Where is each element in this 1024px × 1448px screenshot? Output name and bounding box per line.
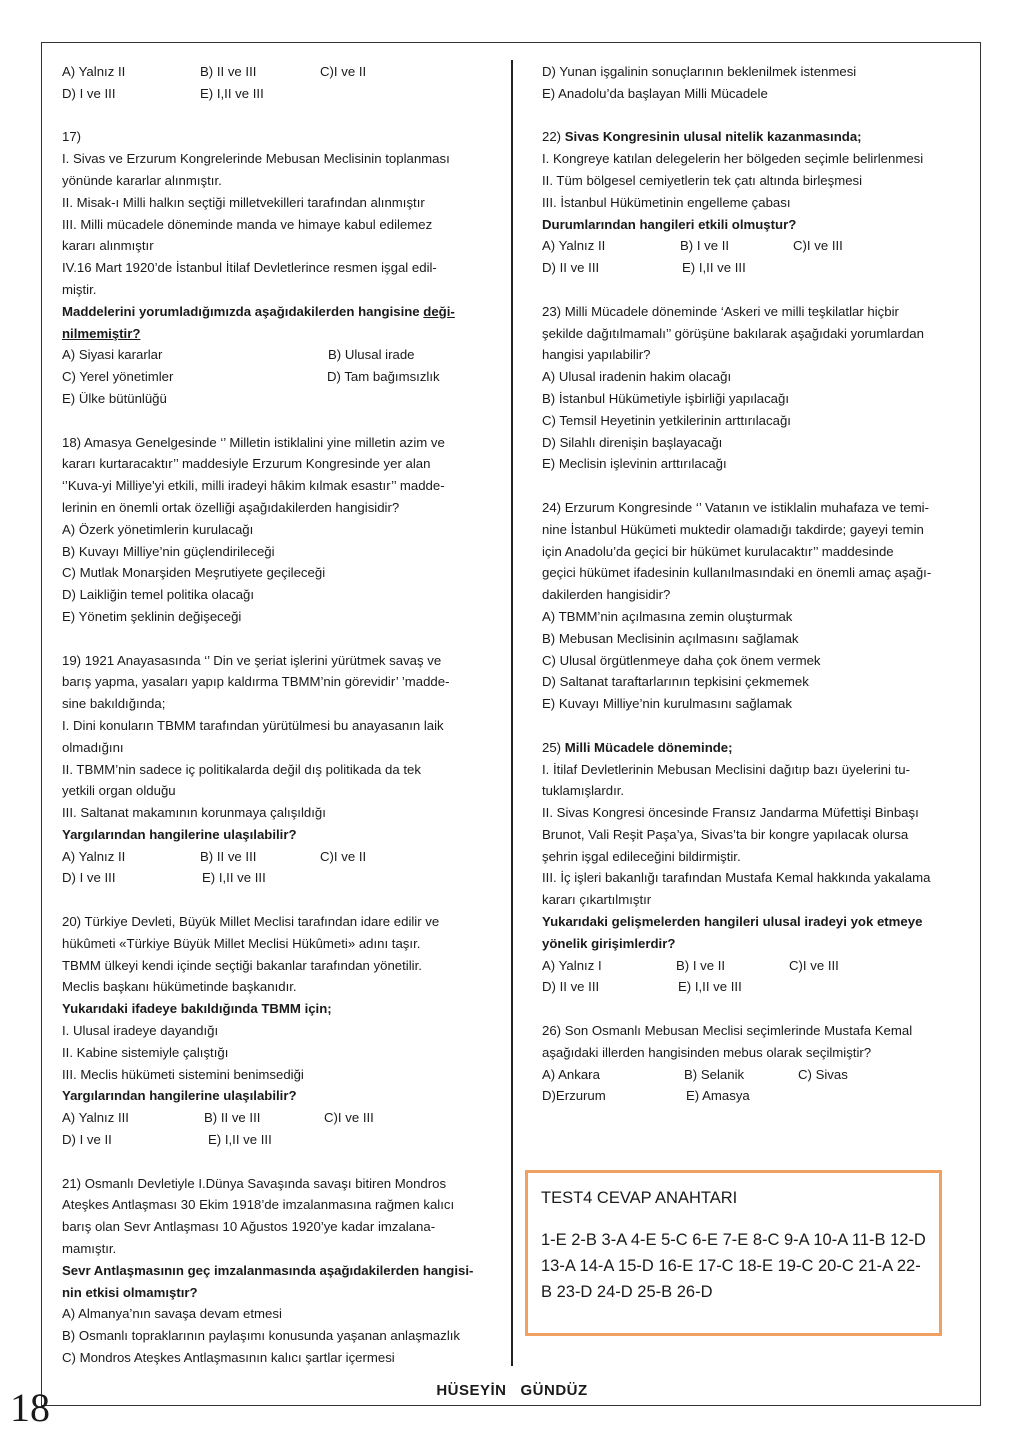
- option-b: B) Ulusal irade: [328, 347, 415, 363]
- statement: III. İç işleri bakanlığı tarafından Mustafa Kemal hakkında yakalama: [542, 870, 931, 886]
- statement: tuklamışlardır.: [542, 783, 625, 799]
- statement: III. İstanbul Hükümetinin engelleme çabası: [542, 194, 791, 210]
- answer-key-title: TEST4 CEVAP ANAHTARI: [541, 1189, 738, 1207]
- options-row: [542, 976, 967, 998]
- options-row: [62, 846, 492, 868]
- statement: I. İtilaf Devletlerinin Mebusan Meclisini dağıtıp bazı üyelerini tu-: [542, 761, 910, 777]
- option-a: A) Yalnız I: [542, 957, 602, 973]
- statement: II. Sivas Kongresi öncesinde Fransız Jandarma Müfettişi Binbaşı: [542, 805, 919, 821]
- option-d: D) II ve III: [542, 979, 600, 995]
- question-text: geçici hükümet ifadesinin kullanılmasındaki en önemli amaç aşağı-: [542, 565, 932, 581]
- question-prompt: Yargılarından hangilerine ulaşılabilir?: [62, 826, 297, 842]
- question-text: lerinin en önemli ortak özelliği aşağıdakilerden hangisidir?: [62, 499, 400, 515]
- option-e: E) I,II ve III: [202, 870, 266, 886]
- question-text: 18) Amasya Genelgesinde ‘’ Milletin istiklalini yine milletin azim ve: [62, 434, 445, 450]
- option-c: C)I ve III: [324, 1110, 374, 1126]
- option-d: D) Saltanat taraftarlarının tepkisini çekmemek: [542, 674, 809, 690]
- option-e: E) I,II ve III: [208, 1132, 272, 1148]
- option-e: E) I,II ve III: [200, 85, 264, 101]
- statement: III. Meclis hükümeti sistemini benimsediği: [62, 1066, 304, 1082]
- question-prompt: Sevr Antlaşmasının geç imzalanmasında aşağıdakilerden hangisi-: [62, 1262, 474, 1278]
- options-row: [542, 1085, 967, 1107]
- option-d: D) I ve III: [62, 870, 116, 886]
- question-25: [542, 737, 967, 999]
- options-row: [62, 1107, 492, 1129]
- question-text: IV.16 Mart 1920’de İstanbul İtilaf Devletlerince resmen işgal edil-: [62, 260, 437, 276]
- question-text: 21) Osmanlı Devletiyle I.Dünya Savaşında savaşı bitiren Mondros: [62, 1175, 447, 1191]
- option-c: C)I ve III: [789, 957, 839, 973]
- question-text: 20) Türkiye Devleti, Büyük Millet Meclisi tarafından idare edilir ve: [62, 914, 440, 930]
- left-column: [62, 61, 492, 1369]
- option-b: B) Mebusan Meclisinin açılmasını sağlamak: [542, 630, 799, 646]
- option-e: E) Meclisin işlevinin arttırılacağı: [542, 456, 727, 472]
- option-a: A) Almanya’nın savaşa devam etmesi: [62, 1306, 282, 1322]
- author-name: HÜSEYİN GÜNDÜZ: [436, 1382, 588, 1399]
- question-prompt: Yargılarından hangilerine ulaşılabilir?: [62, 1088, 297, 1104]
- question-text: I. Sivas ve Erzurum Kongrelerinde Mebusan Meclisinin toplanması: [62, 151, 450, 167]
- question-text: yönünde kararlar alınmıştır.: [62, 172, 222, 188]
- option-b: B) II ve III: [200, 848, 257, 864]
- question-text: nine İstanbul Hükümeti muktedir olamadığı takdirde; gayeyi temin: [542, 521, 924, 537]
- question-22: [542, 126, 967, 279]
- option-a: A) TBMM’nin açılmasına zemin oluşturmak: [542, 608, 793, 624]
- option-e: E) Yönetim şeklinin değişeceği: [62, 608, 242, 624]
- statement: II. Tüm bölgesel cemiyetlerin tek çatı altında birleşmesi: [542, 172, 863, 188]
- question-text: hükûmeti «Türkiye Büyük Millet Meclisi Hükûmeti» adını taşır.: [62, 935, 421, 951]
- question-text: 24) Erzurum Kongresinde ‘’ Vatanın ve istiklalin muhafaza ve temi-: [542, 499, 930, 515]
- question-text: II. TBMM’nin sadece iç politikalarda değil dış politikada da tek: [62, 761, 421, 777]
- option-c: C)I ve II: [320, 64, 367, 79]
- statement: kararı çıkartılmıştır: [542, 892, 652, 908]
- question-prompt: nin etkisi olmamıştır?: [62, 1284, 198, 1300]
- options-row: [62, 366, 492, 388]
- question-text: 26) Son Osmanlı Mebusan Meclisi seçimlerinde Mustafa Kemal: [542, 1023, 913, 1039]
- question-text: III. Saltanat makamının korunmaya çalışıldığı: [62, 805, 326, 821]
- option-e: E) I,II ve III: [682, 260, 746, 276]
- option-a: A) Yalnız II: [62, 848, 126, 864]
- question-26: [542, 1020, 967, 1107]
- option-d: D) Laikliğin temel politika olacağı: [62, 587, 255, 603]
- option-d: D) I ve II: [62, 1132, 112, 1148]
- question-text: miştir.: [62, 281, 97, 297]
- statement: Brunot, Vali Reşit Paşa’ya, Sivas’ta bir kongre yapılacak olursa: [542, 826, 909, 842]
- page-number: 18: [10, 1385, 50, 1430]
- options-row: [542, 257, 967, 279]
- option-b: B) I ve II: [676, 957, 726, 973]
- option-c: C)I ve II: [320, 848, 367, 864]
- question-title: 22) Sivas Kongresinin ulusal nitelik kazanmasında;: [542, 129, 862, 145]
- question-text: mamıştır.: [62, 1241, 117, 1257]
- question-text: kararı alınmıştır: [62, 238, 154, 254]
- option-c: C)I ve III: [793, 238, 843, 254]
- question-text: olmadığını: [62, 739, 124, 755]
- options-row: [542, 955, 967, 977]
- statement: I. Kongreye katılan delegelerin her bölgeden seçimle belirlenmesi: [542, 151, 924, 167]
- options-row: [62, 344, 492, 366]
- option-d: D) I ve III: [62, 85, 116, 101]
- option-b: B) II ve III: [200, 64, 257, 79]
- question-text: I. Dini konuların TBMM tarafından yürütülmesi bu anayasanın laik: [62, 717, 444, 733]
- question-prompt: Maddelerini yorumladığımızda aşağıdakilerden hangisine deği-: [62, 303, 455, 319]
- option-d: D) Yunan işgalinin sonuçlarının beklenilmek istenmesi: [542, 64, 857, 79]
- option-c: C) Yerel yönetimler: [62, 369, 174, 385]
- option-e: E) I,II ve III: [678, 979, 742, 995]
- option-a: A) Yalnız III: [62, 1110, 129, 1126]
- option-a: A) Yalnız II: [542, 238, 606, 254]
- option-e: E) Kuvayı Milliye’nin kurulmasını sağlamak: [542, 696, 792, 712]
- question-number: 17): [62, 129, 82, 145]
- options-row: [62, 867, 492, 889]
- option-c: C) Mutlak Monarşiden Meşrutiyete geçileceği: [62, 565, 326, 581]
- option-d: D) Silahlı direnişin başlayacağı: [542, 434, 723, 450]
- question-prompt: Durumlarından hangileri etkili olmuştur?: [542, 216, 797, 232]
- question-text: şekilde dağıtılmamalı’’ görüşüne bakılarak aşağıdaki yorumlardan: [542, 325, 924, 341]
- question-text: TBMM ülkeyi kendi içinde seçtiği bakanlar tarafından yönetilir.: [62, 957, 422, 973]
- question-18: [62, 432, 492, 628]
- question-17: [62, 126, 492, 409]
- question-text: için Anadolu’da geçici bir hükümet kurulacaktır’’ maddesinde: [542, 543, 894, 559]
- question-prompt: Yukarıdaki ifadeye bakıldığında TBMM için;: [62, 1001, 332, 1017]
- option-e: E) Anadolu’da başlayan Milli Mücadele: [542, 85, 768, 101]
- question-text: kararı kurtaracaktır’’ maddesiyle Erzurum Kongresinde yer alan: [62, 456, 431, 472]
- question-text: II. Misak-ı Milli halkın seçtiği milletvekilleri tarafından alınmıştır: [62, 194, 425, 210]
- question-text: Ateşkes Antlaşması 30 Ekim 1918’de imzalanmasına rağmen kalıcı: [62, 1197, 455, 1213]
- options-row: [542, 235, 967, 257]
- question-prompt: Yukarıdaki gelişmelerden hangileri ulusal iradeyi yok etmeye: [542, 914, 923, 930]
- option-c: C) Mondros Ateşkes Antlaşmasının kalıcı şartlar içermesi: [62, 1350, 395, 1366]
- question-text: aşağıdaki illerden hangisinden mebus olarak seçilmiştir?: [542, 1044, 872, 1060]
- option-a: A) Siyasi kararlar: [62, 347, 163, 363]
- question-text: sine bakıldığında;: [62, 696, 166, 712]
- option-a: A) Yalnız II: [62, 64, 126, 79]
- answer-key-line: B 23-D 24-D 25-B 26-D: [541, 1283, 713, 1301]
- question-text: hangisi yapılabilir?: [542, 347, 651, 363]
- option-c: C) Sivas: [798, 1066, 848, 1082]
- statement: II. Kabine sistemiyle çalıştığı: [62, 1044, 229, 1060]
- statement: I. Ulusal iradeye dayandığı: [62, 1023, 219, 1039]
- options-row: [542, 1064, 967, 1086]
- option-b: B) İstanbul Hükümetiyle işbirliği yapılacağı: [542, 390, 790, 406]
- question-text: dakilerden hangisidir?: [542, 587, 671, 603]
- options-row: [62, 61, 492, 83]
- option-e: E) Ülke bütünlüğü: [62, 390, 167, 406]
- option-d: D)Erzurum: [542, 1088, 606, 1104]
- question-text: yetkili organ olduğu: [62, 783, 176, 799]
- option-c: C) Temsil Heyetinin yetkilerinin arttırılacağı: [542, 412, 791, 428]
- question-prompt: yönelik girişimlerdir?: [542, 935, 676, 951]
- question-text: III. Milli mücadele döneminde manda ve himaye kabul edilemez: [62, 216, 433, 232]
- options-row: [62, 83, 492, 105]
- answer-key-box: [525, 1170, 942, 1336]
- question-23: [542, 301, 967, 475]
- statement: şehrin işgal edileceğini bildirmiştir.: [542, 848, 741, 864]
- option-e: E) Amasya: [686, 1088, 750, 1104]
- question-19: [62, 650, 492, 890]
- option-b: B) Selanik: [684, 1066, 745, 1082]
- option-d: D) Tam bağımsızlık: [327, 369, 440, 385]
- option-d: D) II ve III: [542, 260, 600, 276]
- options-row: [62, 1129, 492, 1151]
- column-divider: [511, 60, 513, 1366]
- option-b: B) Osmanlı topraklarının paylaşımı konusunda yaşanan anlaşmazlık: [62, 1328, 461, 1344]
- question-prompt: nilmemiştir?: [62, 325, 141, 341]
- option-c: C) Ulusal örgütlenmeye daha çok önem vermek: [542, 652, 821, 668]
- question-text: barış yapma, yasaları yapıp kaldırma TBMM’nin görevidir’ ’madde-: [62, 674, 450, 690]
- question-text: barış olan Sevr Antlaşması 10 Ağustos 1920’ye kadar imzalana-: [62, 1219, 436, 1235]
- right-column: [542, 61, 967, 1107]
- question-text: Meclis başkanı hükümetinde başkanıdır.: [62, 979, 297, 995]
- option-b: B) Kuvayı Milliye’nin güçlendirileceği: [62, 543, 275, 559]
- answer-key-line: 1-E 2-B 3-A 4-E 5-C 6-E 7-E 8-C 9-A 10-A 11-B 12-D: [541, 1231, 926, 1249]
- question-text: ‘’Kuva-yi Milliye'yi etkili, milli iradeyi hâkim kılmak esastır’’ madde-: [62, 478, 445, 494]
- option-b: B) II ve III: [204, 1110, 261, 1126]
- question-text: 19) 1921 Anayasasında ‘’ Din ve şeriat işlerini yürütmek savaş ve: [62, 652, 442, 668]
- question-text: 23) Milli Mücadele döneminde ‘Askeri ve milli teşkilatlar hiçbir: [542, 303, 899, 319]
- question-24: [542, 497, 967, 715]
- question-21: [62, 1173, 492, 1369]
- option-b: B) I ve II: [680, 238, 730, 254]
- question-20: [62, 911, 492, 1151]
- question-title: 25) Milli Mücadele döneminde;: [542, 739, 733, 755]
- option-a: A) Ulusal iradenin hakim olacağı: [542, 369, 732, 385]
- answer-key-line: 13-A 14-A 15-D 16-E 17-C 18-E 19-C 20-C 21-A 22-: [541, 1257, 921, 1275]
- option-a: A) Ankara: [542, 1066, 600, 1082]
- option-a: A) Özerk yönetimlerin kurulacağı: [62, 521, 254, 537]
